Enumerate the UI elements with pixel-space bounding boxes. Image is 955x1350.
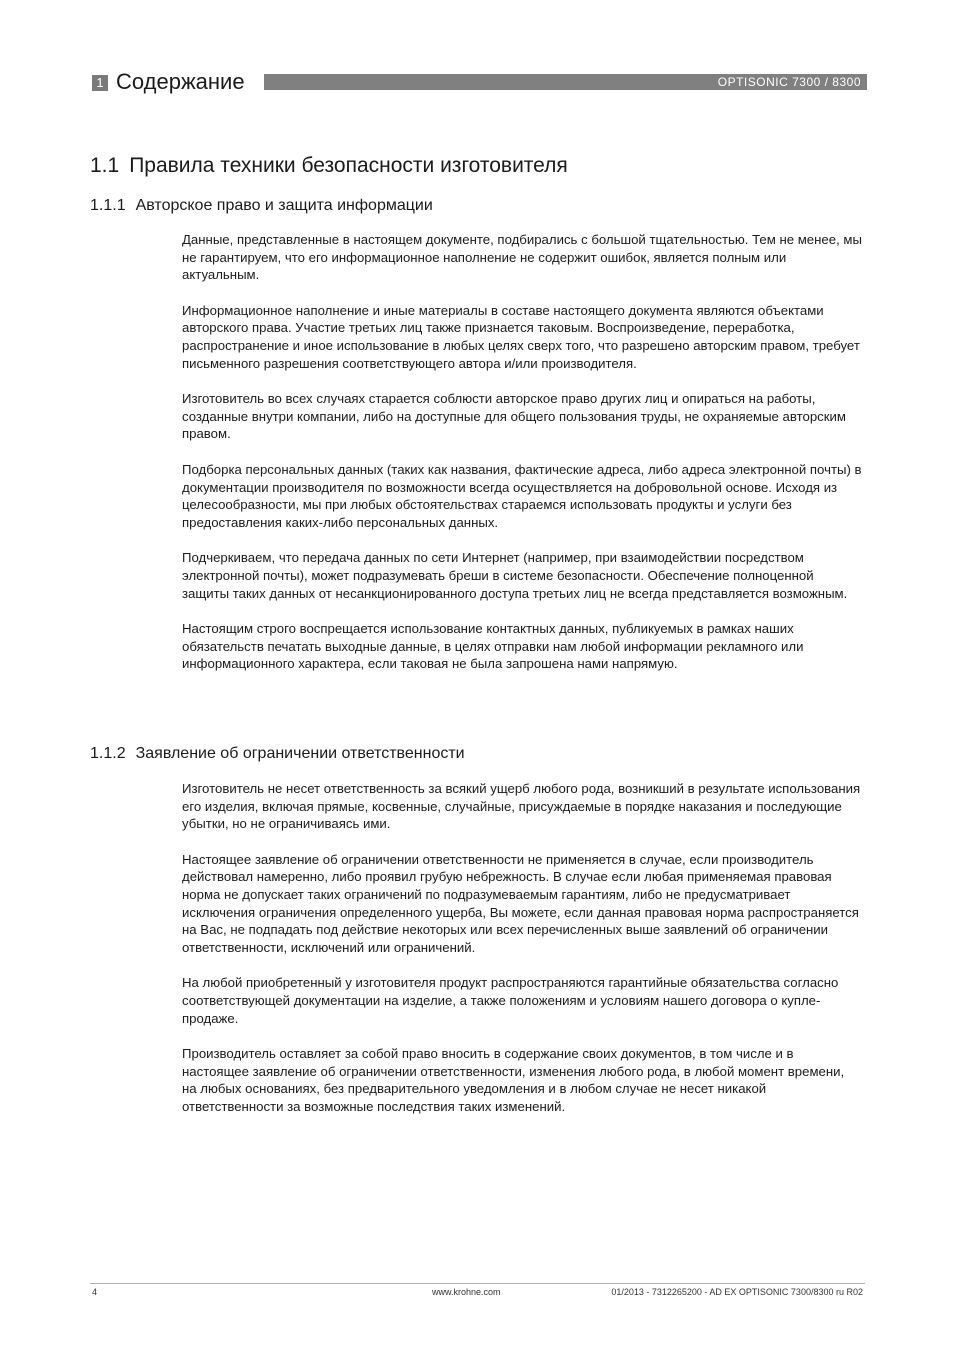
paragraph: На любой приобретенный у изготовителя продукт распространяются гарантийные обязательства согласно соответствующей документации на изделие, а также положениям и условиям нашего договора о купле-продаже. [182, 975, 839, 1026]
header-bar [264, 74, 867, 90]
footer-website: www.krohne.com [432, 1287, 501, 1297]
subsection-title: Авторское право и защита информации [135, 197, 433, 214]
product-name: OPTISONIC 7300 / 8300 [717, 75, 861, 89]
paragraph: Подборка персональных данных (таких как названия, фактические адреса, либо адреса электронной почты) в документации производителя по возможности всегда осуществляется на добровольной основе. Исходя из целесообразности, мы при любых обстоятельствах стараемся использовать продукты и услуги без предоставления каких-либо персональных данных. [182, 461, 862, 530]
paragraph: Изготовитель во всех случаях старается соблюсти авторское право других лиц и опираться на работы, созданные внутри компании, либо на доступные для общего пользования труды, не охраняемые авторским правом. [182, 391, 846, 442]
chapter-number-badge: 1 [92, 75, 108, 91]
page-header [92, 70, 867, 94]
section-number: 1.1 [90, 154, 120, 177]
subsection-number: 1.1.1 [90, 197, 126, 214]
subsection-heading [90, 744, 465, 764]
paragraph: Подчеркиваем, что передача данных по сети Интернет (например, при взаимодействии посредством электронной почты), может подразумевать бреши в системе безопасности. Обеспечение полноценной защиты таких данных от несанкционированного доступа третьих лиц не всегда представляется возможным. [182, 550, 848, 601]
footer-document-id: 01/2013 - 7312265200 - AD EX OPTISONIC 7300/8300 ru R02 [611, 1287, 863, 1297]
subsection-number: 1.1.2 [90, 745, 126, 762]
subsection-body-copyright [182, 231, 862, 691]
paragraph: Настоящее заявление об ограничении ответственности не применяется в случае, если производитель действовал намеренно, либо проявил грубую небрежность. В случае если любая применяемая правовая норма не допускает таких ограничений по подразумеваемым гарантиям, либо не предусматривает исключения ограничения определенного ущерба, Вы можете, если данная правовая норма распространяется на Вас, не подпадать под действие некоторых или всех перечисленных выше заявлений об ограничении ответственности, исключений или ограничений. [182, 851, 859, 955]
paragraph: Изготовитель не несет ответственность за всякий ущерб любого рода, возникший в результате использования его изделия, включая прямые, косвенные, случайные, присуждаемые в порядке наказания и последующие убытки, но не ограничиваясь ими. [182, 781, 861, 832]
paragraph: Данные, представленные в настоящем документе, подбирались с большой тщательностью. Тем не менее, мы не гарантируем, что его информационное наполнение не содержит ошибок, является полным или актуальным. [182, 232, 862, 283]
subsection-body-disclaimer [182, 780, 862, 1134]
section-heading [90, 153, 568, 179]
section-title: Правила техники безопасности изготовителя [129, 154, 568, 177]
subsection-title: Заявление об ограничении ответственности [135, 745, 465, 762]
subsection-heading [90, 196, 433, 216]
paragraph: Информационное наполнение и иные материалы в составе настоящего документа являются объектами авторского права. Участие третьих лиц также признается таковым. Воспроизведение, переработка, распространение и иное использование в любых целях сверх того, что разрешено авторским правом, требует письменного разрешения соответствующего автора и/или производителя. [182, 302, 860, 371]
paragraph: Настоящим строго воспрещается использование контактных данных, публикуемых в рамках наших обязательств печатать выходные данные, в целях отправки нам любой информации рекламного или информационного характера, если таковая не была запрошена нами напрямую. [182, 621, 804, 672]
page-number: 4 [92, 1287, 98, 1297]
footer-divider [90, 1283, 865, 1284]
paragraph: Производитель оставляет за собой право вносить в содержание своих документов, в том числе и в настоящее заявление об ограничении ответственности, изменения любого рода, в любой момент времени, на любых основаниях, без предварительного уведомления и в любом случае не несет никакой ответственности за возможные последствия таких изменений. [182, 1046, 845, 1114]
chapter-title: Содержание [116, 69, 245, 94]
